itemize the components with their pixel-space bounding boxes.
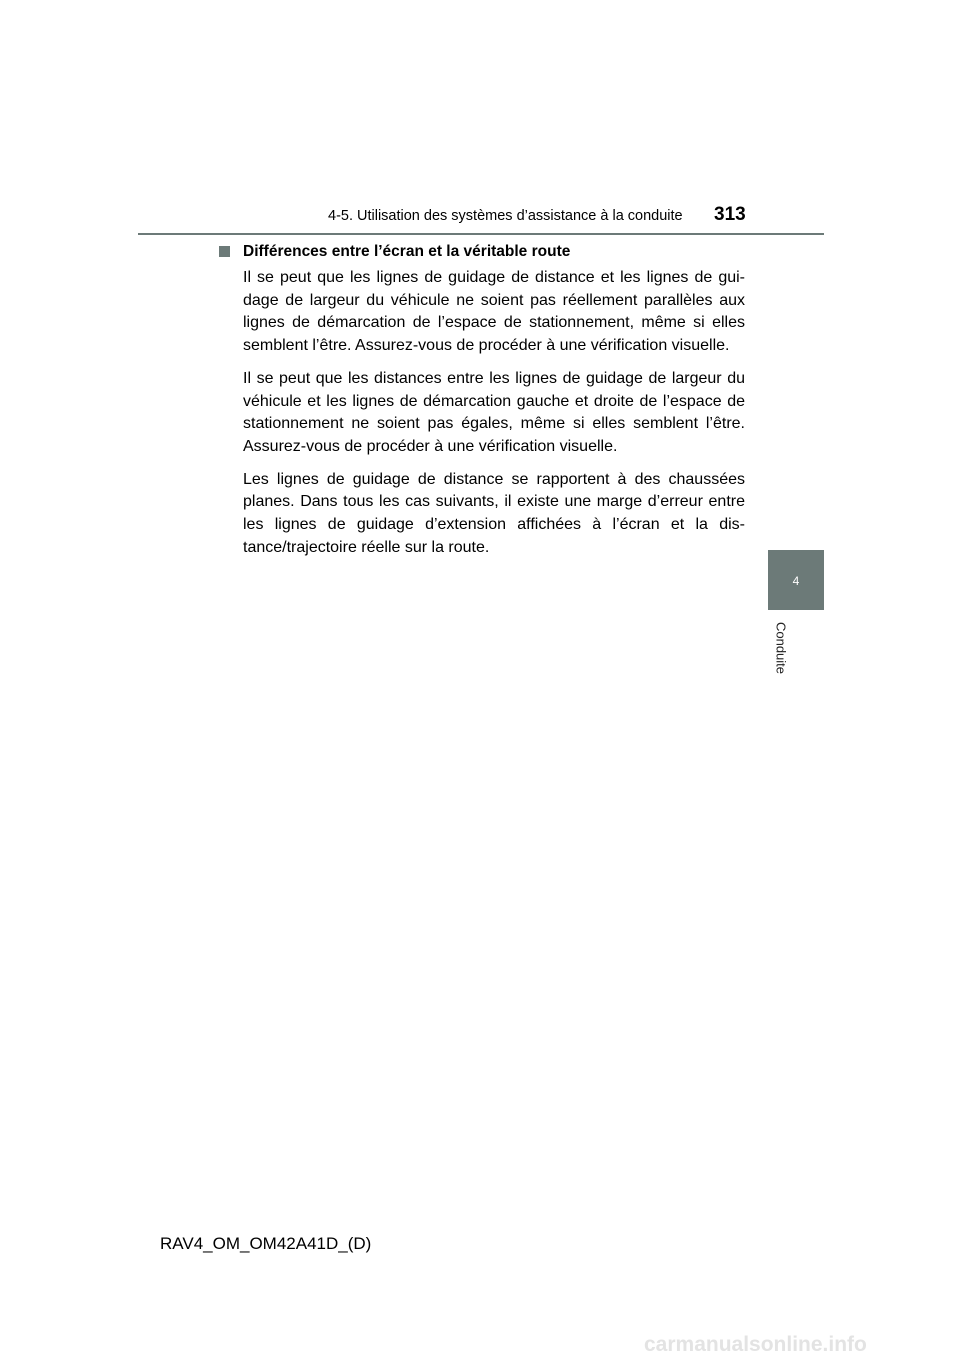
- watermark: carmanualsonline.info: [644, 1333, 867, 1356]
- paragraph-3: Les lignes de guidage de distance se rapportent à des chaussées planes. Dans tous les cas suivants, il existe une marge d’erreur entre les lignes de guidage d’extension affichées à l’écran et la dis-tance/trajectoire réelle sur la route.: [243, 470, 745, 556]
- chapter-label-container: [766, 619, 796, 677]
- paragraph-2: Il se peut que les distances entre les lignes de guidage de largeur du véhicule et les lignes de démarcation gauche et droite de l’espace de stationnement ne soient pas égales, même si elles semblent l’être. Assurez-vous de procéder à une vérification visuelle.: [243, 369, 745, 455]
- main-content: [219, 240, 745, 569]
- section-heading: [219, 240, 745, 263]
- chapter-label: Conduite: [773, 621, 789, 675]
- paragraph-1: Il se peut que les lignes de guidage de distance et les lignes de gui-dage de largeur du véhicule ne soient pas réellement parallèles aux lignes de démarcation de l’espace de stationnement, même si elles semblent l’être. Assurez-vous de procéder à une vérification visuelle.: [243, 269, 745, 355]
- document-code: RAV4_OM_OM42A41D_(D): [160, 1234, 372, 1253]
- section-heading-text: Différences entre l’écran et la véritable route: [243, 243, 571, 260]
- chapter-number: 4: [792, 574, 800, 588]
- chapter-tab: [768, 550, 824, 610]
- square-bullet-icon: [219, 246, 230, 257]
- running-header-section-title: 4-5. Utilisation des systèmes d’assistance à la conduite: [328, 208, 683, 224]
- page-number: 313: [714, 204, 746, 225]
- header-divider: [138, 233, 824, 235]
